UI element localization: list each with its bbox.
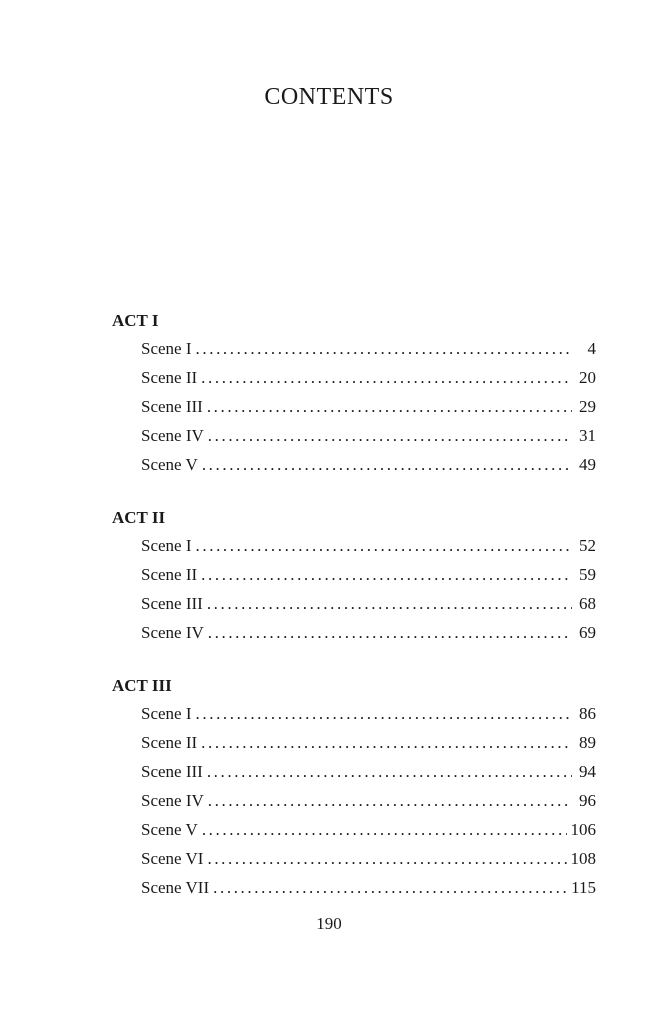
dot-leader (202, 450, 572, 479)
scene-page-number: 89 (579, 733, 596, 752)
scene-label: Scene I (141, 536, 192, 555)
scene-page-number: 94 (579, 762, 596, 781)
scene-page-number: 31 (579, 426, 596, 445)
scene-page-number: 86 (579, 704, 596, 723)
scene-label: Scene VII (141, 878, 210, 897)
dot-leader (208, 618, 572, 647)
scene-page-number: 69 (579, 623, 596, 642)
scene-label: Scene I (141, 339, 192, 358)
scene-page-number: 29 (579, 397, 596, 416)
toc-entry[interactable] (112, 450, 596, 479)
act-heading: ACT III (112, 676, 172, 695)
scene-label: Scene IV (141, 791, 204, 810)
act-section (112, 308, 596, 479)
scene-label: Scene VI (141, 849, 204, 868)
scene-page-number: 96 (579, 791, 596, 810)
toc-entry[interactable] (112, 334, 596, 363)
scene-page-number: 59 (579, 565, 596, 584)
scene-label: Scene II (141, 368, 198, 387)
toc-entry[interactable] (112, 699, 596, 728)
act-heading: ACT I (112, 311, 159, 330)
page-title: CONTENTS (264, 84, 394, 110)
scene-label: Scene III (141, 594, 203, 613)
toc-entry[interactable] (112, 844, 596, 873)
toc-entry[interactable] (112, 815, 596, 844)
scene-page-number: 108 (570, 849, 596, 868)
scene-label: Scene V (141, 455, 198, 474)
dot-leader (213, 873, 567, 902)
act-section (112, 673, 596, 902)
dot-leader (207, 844, 566, 873)
scene-label: Scene II (141, 565, 198, 584)
dot-leader (196, 531, 572, 560)
toc-entry[interactable] (112, 589, 596, 618)
toc-entry[interactable] (112, 421, 596, 450)
dot-leader (207, 392, 572, 421)
scene-page-number: 52 (579, 536, 596, 555)
toc-entry[interactable] (112, 757, 596, 786)
toc-entry[interactable] (112, 531, 596, 560)
toc-entry[interactable] (112, 786, 596, 815)
scene-label: Scene III (141, 397, 203, 416)
scene-page-number: 49 (579, 455, 596, 474)
dot-leader (201, 560, 572, 589)
page-number: 190 (316, 914, 342, 933)
dot-leader (201, 728, 572, 757)
toc-entry[interactable] (112, 618, 596, 647)
scene-label: Scene IV (141, 623, 204, 642)
toc-entry[interactable] (112, 392, 596, 421)
act-heading: ACT II (112, 508, 166, 527)
scene-label: Scene I (141, 704, 192, 723)
toc-entry[interactable] (112, 363, 596, 392)
scene-label: Scene IV (141, 426, 204, 445)
dot-leader (208, 421, 572, 450)
dot-leader (207, 757, 572, 786)
scene-page-number: 4 (587, 339, 596, 358)
dot-leader (196, 334, 572, 363)
toc-entry[interactable] (112, 728, 596, 757)
scene-page-number: 106 (570, 820, 596, 839)
dot-leader (208, 786, 572, 815)
scene-label: Scene III (141, 762, 203, 781)
toc-entry[interactable] (112, 873, 596, 902)
act-section (112, 505, 596, 647)
dot-leader (202, 815, 567, 844)
scene-page-number: 20 (579, 368, 596, 387)
dot-leader (207, 589, 572, 618)
dot-leader (201, 363, 572, 392)
toc-entry[interactable] (112, 560, 596, 589)
scene-page-number: 115 (571, 878, 596, 897)
table-of-contents (112, 308, 596, 928)
dot-leader (196, 699, 572, 728)
scene-label: Scene V (141, 820, 198, 839)
scene-page-number: 68 (579, 594, 596, 613)
scene-label: Scene II (141, 733, 198, 752)
